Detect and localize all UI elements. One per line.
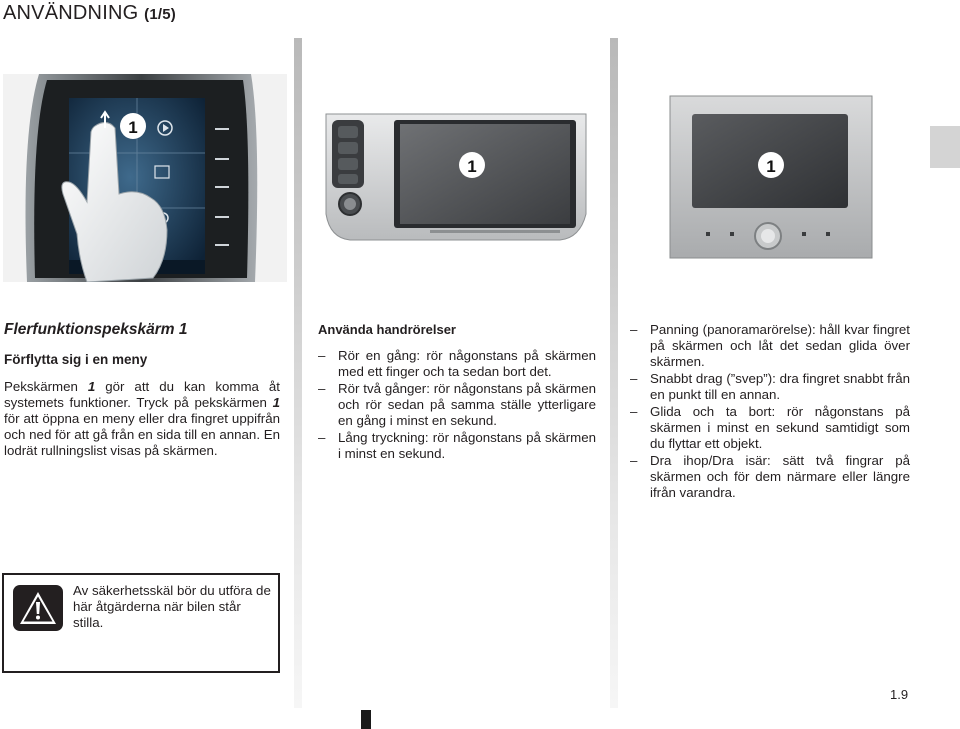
column-gestures — [318, 322, 596, 463]
safety-warning-box — [2, 573, 280, 673]
intro-ref-1a: 1 — [87, 379, 96, 394]
intro-text-2: gör att du kan komma åt systemets funktioner. Tryck på pekskärmen — [4, 379, 281, 410]
landscape-screen-bottom-controls-photo — [626, 74, 916, 282]
list-item: – Dra ihop/Dra isär: sätt två fingrar på skärmen och för dem närmare eller längre ifrån varandra. — [630, 453, 910, 500]
list-item: – Rör en gång: rör någonstans på skärmen med ett finger och ta sedan bort det. — [318, 348, 596, 379]
dash-icon: – — [630, 404, 638, 419]
page-title-suffix: (1/5) — [144, 6, 176, 23]
callout-1-left-controls: 1 — [467, 157, 477, 176]
page-number: 1.9 — [890, 687, 909, 702]
page-marker — [361, 710, 371, 729]
page-title-main: ANVÄNDNING — [3, 2, 139, 24]
gestures-list — [318, 348, 596, 462]
dash-icon: – — [630, 322, 638, 337]
subheading-menu-navigation: Förflytta sig i en meny — [4, 352, 148, 367]
portrait-touchscreen-photo — [3, 74, 287, 282]
paragraph-touchscreen-intro — [4, 379, 280, 459]
dash-icon: – — [318, 348, 326, 363]
column-divider-left — [294, 38, 302, 708]
intro-text-1: Pekskärmen — [4, 379, 88, 394]
callout-1-bottom-controls: 1 — [766, 157, 776, 176]
page-title — [3, 2, 176, 25]
safety-warning-text: Av säkerhetsskäl bör du utföra de här åtgärderna när bilen står stilla. — [73, 583, 271, 630]
section-heading — [4, 322, 280, 338]
column-gestures-continued — [630, 322, 910, 502]
dash-icon: – — [630, 453, 638, 468]
column-multifunction-touchscreen — [4, 322, 280, 459]
dash-icon: – — [318, 430, 326, 445]
chapter-tab — [930, 126, 960, 168]
gestures-heading: Använda handrörelser — [318, 322, 456, 337]
list-item: – Lång tryckning: rör någonstans på skärmen i minst en sekund. — [318, 430, 596, 461]
warning-triangle-icon — [13, 585, 63, 631]
column-divider-right — [610, 38, 618, 708]
landscape-screen-left-controls-photo — [310, 74, 600, 282]
dash-icon: – — [630, 371, 638, 386]
intro-text-3: för att öppna en meny eller dra fingret uppifrån och ned för att gå från en sida till en annan. En lodrät rullningslist visas på skärmen. — [4, 411, 280, 458]
gestures-list-continued — [630, 322, 910, 501]
list-item: – Rör två gånger: rör någonstans på skärmen och rör sedan på samma ställe ytterligare en gång i minst en sekund. — [318, 381, 596, 428]
list-item: – Panning (panoramarörelse): håll kvar fingret på skärmen och låt det sedan glida över skärmen. — [630, 322, 910, 369]
dash-icon: – — [318, 381, 326, 396]
section-heading-number: 1 — [178, 321, 188, 338]
list-item: – Glida och ta bort: rör någonstans på skärmen i minst en sekund samtidigt som du flyttar ett objekt. — [630, 404, 910, 451]
section-heading-text: Flerfunktionspekskärm — [4, 321, 179, 338]
intro-ref-1b: 1 — [272, 395, 280, 410]
list-item: – Snabbt drag (”svep”): dra fingret snabbt från en punkt till en annan. — [630, 371, 910, 402]
callout-1-portrait: 1 — [128, 118, 138, 137]
